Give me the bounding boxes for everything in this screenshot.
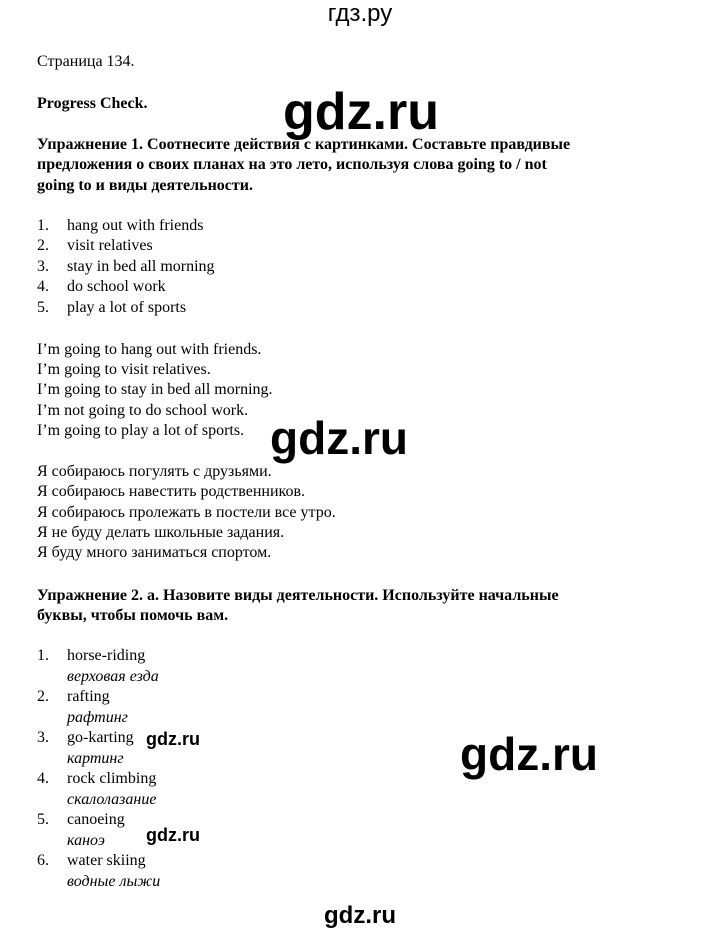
item-number: 5. [37, 811, 49, 828]
english-sentence: I’m not going to do school work. [37, 402, 249, 419]
russian-sentence: Я собираюсь пролежать в постели все утро. [37, 504, 336, 521]
exercise-1-item [37, 298, 186, 318]
russian-sentence: Я собираюсь навестить родственников. [37, 483, 306, 500]
watermark-large-right: gdz.ru [460, 728, 598, 780]
exercise-2-item [37, 687, 110, 707]
page-label: Страница 134. [37, 53, 135, 70]
item-text: hang out with friends [67, 217, 204, 234]
item-translation: водные лыжи [67, 873, 161, 890]
item-text: water skiing [67, 852, 146, 869]
item-number: 1. [37, 647, 49, 664]
item-number: 1. [37, 217, 49, 234]
item-text: do school work [67, 278, 166, 295]
item-number: 4. [37, 770, 49, 787]
item-text: go-karting [67, 729, 134, 746]
section-title: Progress Check. [37, 95, 148, 112]
russian-sentence: Я собираюсь погулять с друзьями. [37, 463, 272, 480]
exercise-1-title-line-2: предложения о своих планах на это лето, используя слова going to / not [37, 156, 547, 173]
item-translation: каноэ [67, 832, 105, 849]
exercise-1-item [37, 216, 203, 236]
exercise-2-item [37, 769, 156, 789]
item-translation: верховая езда [67, 668, 159, 685]
item-translation: рафтинг [67, 709, 128, 726]
item-number: 2. [37, 688, 49, 705]
exercise-1-item [37, 236, 153, 256]
item-text: stay in bed all morning [67, 258, 215, 275]
exercise-1-title-line-1: Упражнение 1. Соотнесите действия с картинками. Составьте правдивые [37, 136, 571, 153]
item-text: visit relatives [67, 237, 153, 254]
watermark-small: gdz.ru [146, 825, 200, 845]
item-number: 2. [37, 237, 49, 254]
exercise-1-title-line-3: going to и виды деятельности. [37, 177, 253, 194]
watermark-large-middle: gdz.ru [270, 412, 408, 464]
item-text: canoeing [67, 811, 125, 828]
item-text: horse-riding [67, 647, 146, 664]
english-sentence: I’m going to hang out with friends. [37, 341, 262, 358]
exercise-1-item [37, 277, 166, 297]
exercise-2-item [37, 646, 145, 666]
item-translation: картинг [67, 750, 124, 767]
site-header: гдз.ру [327, 0, 393, 27]
english-sentence: I’m going to play a lot of sports. [37, 422, 245, 439]
exercise-2-title-line-2: буквы, чтобы помочь вам. [37, 607, 229, 624]
item-number: 5. [37, 299, 49, 316]
russian-sentence: Я не буду делать школьные задания. [37, 524, 285, 541]
watermark-small: gdz.ru [146, 729, 200, 749]
english-sentence: I’m going to stay in bed all morning. [37, 381, 273, 398]
exercise-1-item [37, 257, 215, 277]
item-text: play a lot of sports [67, 299, 187, 316]
item-text: rafting [67, 688, 110, 705]
item-translation: скалолазание [67, 791, 157, 808]
watermark-footer: gdz.ru [324, 902, 396, 929]
english-sentence: I’m going to visit relatives. [37, 361, 211, 378]
item-number: 3. [37, 729, 49, 746]
item-number: 6. [37, 852, 49, 869]
item-text: rock climbing [67, 770, 157, 787]
watermark-large-top: gdz.ru [283, 83, 439, 141]
item-number: 4. [37, 278, 49, 295]
russian-sentence: Я буду много заниматься спортом. [37, 544, 272, 561]
item-number: 3. [37, 258, 49, 275]
exercise-2-item [37, 810, 125, 830]
exercise-2-item [37, 728, 134, 748]
exercise-2-title-line-1: Упражнение 2. а. Назовите виды деятельности. Используйте начальные [37, 587, 559, 604]
exercise-2-item [37, 851, 146, 871]
